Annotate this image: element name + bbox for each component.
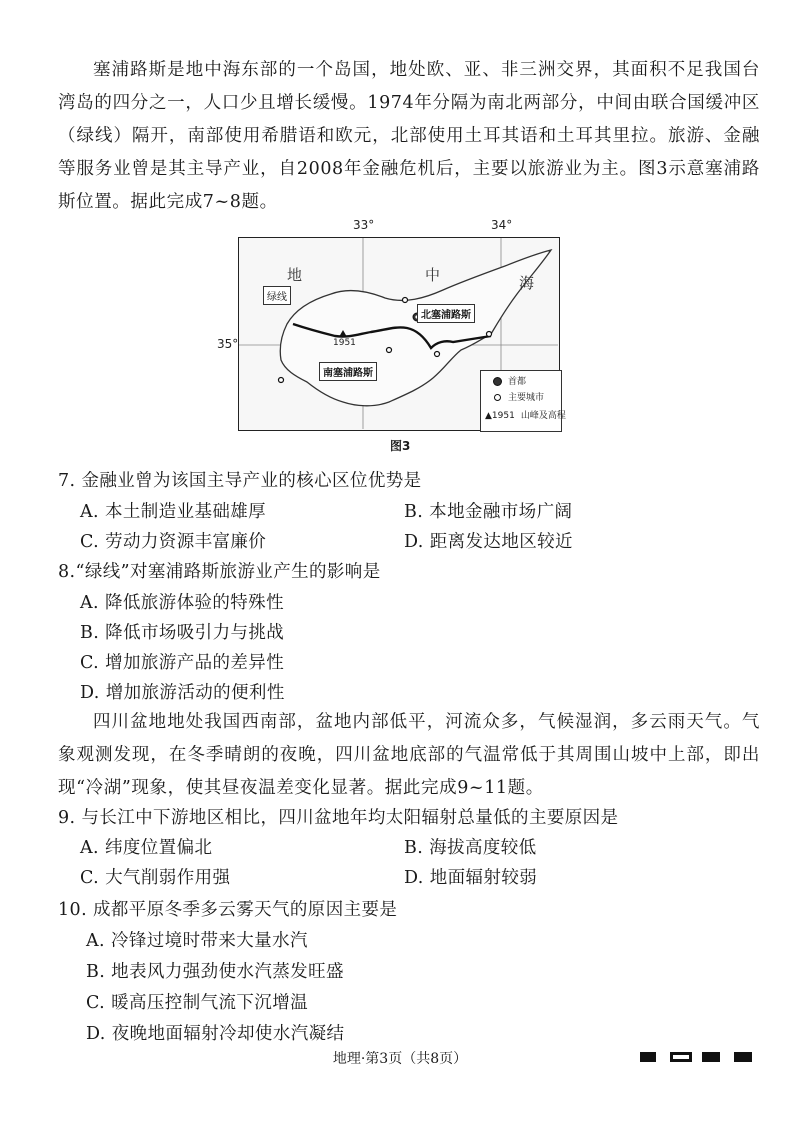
question-8-option-b: B. 降低市场吸引力与挑战	[80, 623, 285, 643]
green-line-label: 绿线	[263, 286, 291, 305]
city-icon	[487, 332, 492, 337]
legend-peak: ▲1951 山峰及高程	[485, 411, 566, 421]
page-footer: 地理·第3页（共8页）	[332, 1051, 468, 1067]
sea-word-1: 地	[287, 266, 303, 284]
question-7-option-a: A. 本土制造业基础雄厚	[80, 502, 267, 522]
question-7-stem: 7. 金融业曾为该国主导产业的核心区位优势是	[58, 471, 422, 491]
capital-icon	[493, 377, 502, 386]
question-10-stem: 10. 成都平原冬季多云雾天气的原因主要是	[58, 900, 398, 920]
passage-cyprus: 塞浦路斯是地中海东部的一个岛国，地处欧、亚、非三洲交界，其面积不足我国台湾岛的四分之一，人口少且增长缓慢。1974年分隔为南北两部分，中间由联合国缓冲区（绿线）隔开，南部使用希腊语和欧元，北部使用土耳其语和土耳其里拉。旅游、金融等服务业曾是其主导产业，自2008年金融危机后，主要以旅游业为主。图3示意塞浦路斯位置。据此完成7~8题。	[58, 60, 760, 212]
city-icon	[387, 348, 392, 353]
mark-block	[670, 1052, 692, 1062]
south-cyprus-label: 南塞浦路斯	[319, 362, 377, 381]
question-8-stem: 8.“绿线”对塞浦路斯旅游业产生的影响是	[58, 562, 381, 582]
mark-block	[640, 1052, 656, 1062]
question-7-option-b: B. 本地金融市场广阔	[404, 502, 573, 522]
city-icon	[494, 394, 501, 401]
figure-caption: 图3	[390, 439, 411, 453]
question-9-option-c: C. 大气削弱作用强	[80, 868, 231, 888]
mark-block	[702, 1052, 720, 1062]
question-8-option-a: A. 降低旅游体验的特殊性	[80, 593, 284, 613]
sea-word-3: 海	[519, 274, 535, 292]
question-9-option-a: A. 纬度位置偏北	[80, 838, 213, 858]
question-10-option-b: B. 地表风力强劲使水汽蒸发旺盛	[86, 962, 344, 982]
north-cyprus-label: 北塞浦路斯	[417, 304, 475, 323]
passage-sichuan: 四川盆地地处我国西南部，盆地内部低平，河流众多，气候湿润，多云雨天气。气象观测发现，在冬季晴朗的夜晚，四川盆地底部的气温常低于其周围山坡中上部，即出现“冷湖”现象，使其昼夜温差变化显著。据此完成9~11题。	[58, 712, 760, 798]
question-7-option-c: C. 劳动力资源丰富廉价	[80, 532, 267, 552]
question-8-option-d: D. 增加旅游活动的便利性	[80, 683, 285, 703]
question-10-option-c: C. 暖高压控制气流下沉增温	[86, 993, 308, 1013]
city-icon	[403, 298, 408, 303]
lat-label-35: 35°	[217, 337, 239, 351]
mark-block	[734, 1052, 752, 1062]
legend-city: 主要城市	[485, 391, 544, 405]
peak-elevation-label: 1951	[333, 338, 356, 348]
legend-capital: 首都	[485, 375, 526, 389]
question-9-option-d: D. 地面辐射较弱	[404, 868, 538, 888]
question-7-option-d: D. 距离发达地区较近	[404, 532, 573, 552]
question-9-option-b: B. 海拔高度较低	[404, 838, 537, 858]
city-icon	[279, 378, 284, 383]
lon-label-34: 34°	[491, 218, 513, 232]
lon-label-33: 33°	[353, 218, 375, 232]
city-icon	[435, 352, 440, 357]
question-9-stem: 9. 与长江中下游地区相比，四川盆地年均太阳辐射总量低的主要原因是	[58, 808, 619, 828]
peak-icon: ▲1951	[485, 411, 515, 421]
map-legend	[480, 370, 566, 432]
question-10-option-a: A. 冷锋过境时带来大量水汽	[86, 931, 308, 951]
sea-word-2: 中	[425, 266, 441, 284]
question-10-option-d: D. 夜晚地面辐射冷却使水汽凝结	[86, 1024, 345, 1044]
question-8-option-c: C. 增加旅游产品的差异性	[80, 653, 285, 673]
